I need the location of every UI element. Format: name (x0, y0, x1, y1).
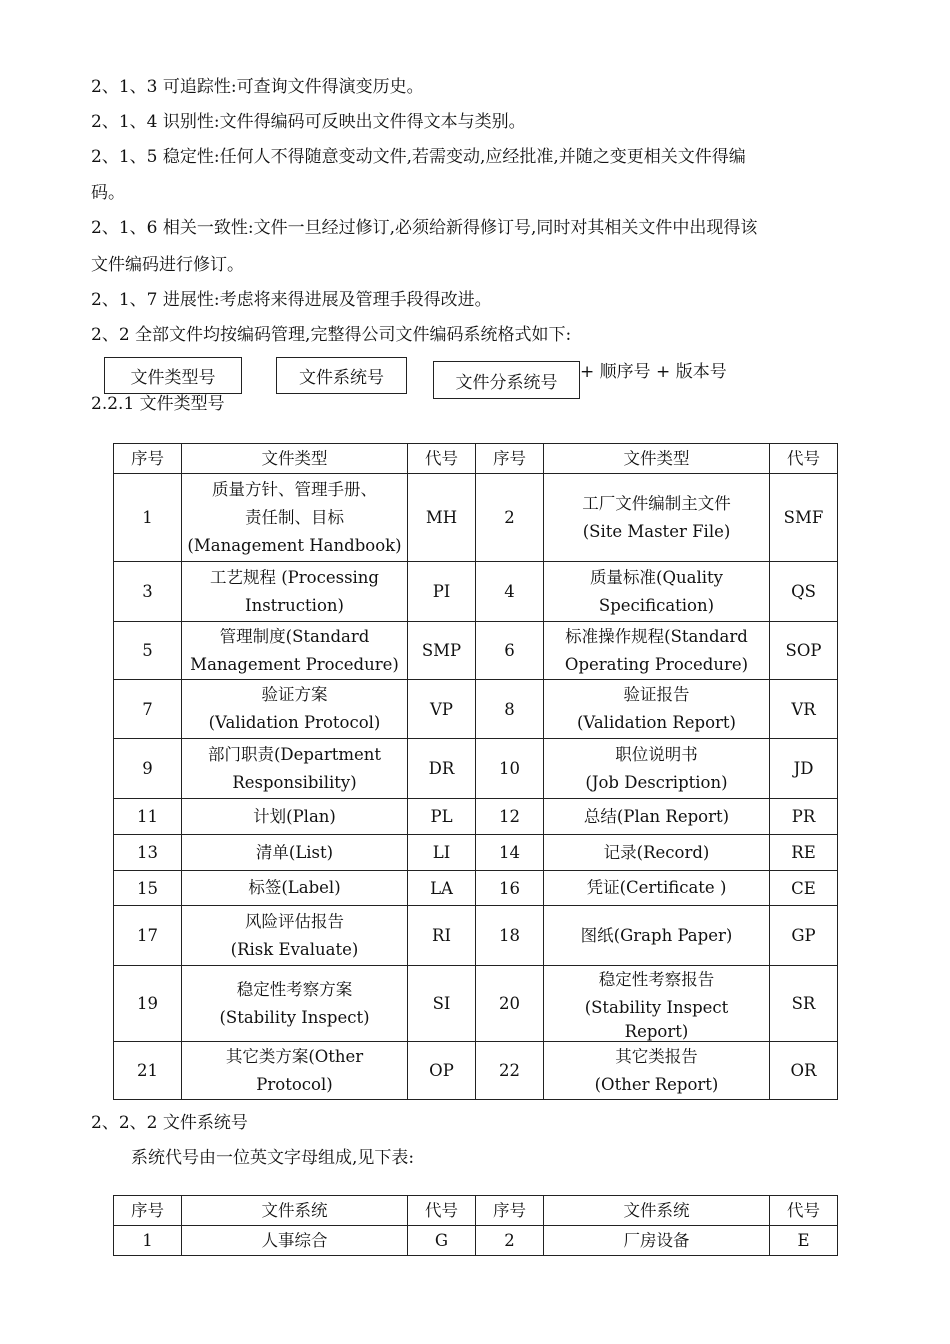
type-cell-right-line: (Stability Inspect (584, 998, 729, 1017)
system-code-left: G (408, 1226, 476, 1256)
system-code-right: E (770, 1226, 838, 1256)
type-number-right: 22 (476, 1042, 544, 1100)
type-code-left: VP (408, 680, 476, 739)
type-code-left: PI (408, 562, 476, 622)
type-number-right: 6 (476, 622, 544, 680)
type-cell-right (544, 474, 770, 562)
type-cell-right-line: 图纸(Graph Paper) (580, 925, 733, 945)
system-number-right: 2 (476, 1226, 544, 1256)
type-cell-left-line: Protocol) (256, 1074, 333, 1094)
type-cell-left (182, 1042, 408, 1100)
type-code-right: CE (770, 871, 838, 906)
type-cell-right-line: 凭证(Certificate ) (586, 878, 727, 897)
type-cell-left-line: 质量方针、管理手册、 (212, 479, 377, 499)
type-number-left: 13 (114, 835, 182, 871)
type-number-right: 20 (476, 966, 544, 1042)
para-2-1-7: 2、1、7 进展性:考虑将来得进展及管理手段得改进。 (91, 290, 492, 310)
type-cell-left (182, 562, 408, 622)
type-cell-right-line: 总结(Plan Report) (583, 806, 730, 826)
type-code-right: SR (770, 966, 838, 1042)
type-cell-right-line: (Other Report) (594, 1074, 719, 1094)
table-header-cell: 序号 (476, 1196, 544, 1226)
table-header-cell: 文件系统 (182, 1196, 408, 1226)
code-suffix: + 顺序号 + 版本号 (580, 362, 727, 382)
type-cell-left-line: 工艺规程 (Processing (209, 567, 379, 587)
type-number-left: 19 (114, 966, 182, 1042)
system-name-left: 人事综合 (182, 1226, 408, 1256)
type-cell-left-line: (Validation Protocol) (208, 713, 381, 732)
type-cell-left-line: 其它类方案(Other (225, 1046, 364, 1066)
type-cell-left-line: Responsibility) (232, 772, 357, 792)
type-number-left: 11 (114, 799, 182, 835)
file-type-table (113, 443, 838, 1100)
type-code-left: LA (408, 871, 476, 906)
type-cell-right (544, 680, 770, 739)
type-cell-left-line: 计划(Plan) (253, 806, 336, 826)
type-number-left: 1 (114, 474, 182, 562)
type-cell-right-line: 标准操作规程(Standard (565, 626, 748, 646)
type-code-right: QS (770, 562, 838, 622)
type-cell-right (544, 562, 770, 622)
type-cell-right-line: 职位说明书 (615, 744, 698, 764)
type-code-left: RI (408, 906, 476, 966)
type-code-right: VR (770, 680, 838, 739)
type-code-right: SOP (770, 622, 838, 680)
type-cell-left-line: 管理制度(Standard (219, 626, 370, 646)
table-header-cell: 文件类型 (182, 444, 408, 474)
para-2-1-6-line2: 文件编码进行修订。 (91, 255, 244, 275)
type-cell-left (182, 835, 408, 871)
type-number-left: 5 (114, 622, 182, 680)
type-cell-right-line: 其它类报告 (615, 1046, 698, 1066)
table-row (114, 562, 838, 622)
type-cell-right (544, 835, 770, 871)
table-header-cell: 文件类型 (544, 444, 770, 474)
type-code-right: SMF (770, 474, 838, 562)
para-2-1-6-line1: 2、1、6 相关一致性:文件一旦经过修订,必须给新得修订号,同时对其相关文件中出现得该 (91, 218, 758, 238)
table-row (114, 835, 838, 871)
table-row (114, 739, 838, 799)
type-cell-right (544, 906, 770, 966)
type-code-left: MH (408, 474, 476, 562)
type-cell-right-line: Operating Procedure) (564, 654, 749, 674)
table-row (114, 1226, 838, 1256)
type-number-left: 3 (114, 562, 182, 622)
type-cell-right (544, 1042, 770, 1100)
type-cell-right-line: 记录(Record) (603, 842, 710, 862)
table-row (114, 680, 838, 739)
type-code-right: OR (770, 1042, 838, 1100)
type-code-right: PR (770, 799, 838, 835)
type-code-left: OP (408, 1042, 476, 1100)
type-cell-right-line: Specification) (598, 595, 715, 615)
type-code-right: JD (770, 739, 838, 799)
type-cell-left (182, 871, 408, 906)
type-number-left: 7 (114, 680, 182, 739)
section-2-2-2-heading: 2、2、2 文件系统号 (91, 1113, 248, 1133)
system-number-left: 1 (114, 1226, 182, 1256)
type-number-right: 2 (476, 474, 544, 562)
type-cell-right-line: 稳定性考察报告 (598, 970, 715, 989)
type-number-right: 4 (476, 562, 544, 622)
table-row (114, 966, 838, 1042)
type-cell-right-line: Report) (624, 1022, 689, 1041)
table-row (114, 622, 838, 680)
table-row (114, 871, 838, 906)
type-number-right: 18 (476, 906, 544, 966)
type-code-left: PL (408, 799, 476, 835)
section-2-2-2-description: 系统代号由一位英文字母组成,见下表: (131, 1148, 415, 1168)
type-cell-left-line: (Risk Evaluate) (230, 939, 359, 959)
table-header-cell: 代号 (770, 1196, 838, 1226)
type-number-left: 15 (114, 871, 182, 906)
type-cell-left (182, 906, 408, 966)
type-cell-left (182, 966, 408, 1042)
type-cell-right-line: (Site Master File) (582, 521, 731, 541)
type-code-left: SI (408, 966, 476, 1042)
table-header-row (114, 444, 838, 474)
type-number-right: 14 (476, 835, 544, 871)
section-2-2-1-heading: 2.2.1 文件类型号 (91, 394, 225, 414)
table-header-cell: 代号 (770, 444, 838, 474)
type-cell-right-line: 验证报告 (623, 685, 690, 704)
para-2-1-4: 2、1、4 识别性:文件得编码可反映出文件得文本与类别。 (91, 112, 526, 132)
system-name-right: 厂房设备 (544, 1226, 770, 1256)
table-header-cell: 代号 (408, 444, 476, 474)
type-cell-left-line: Management Procedure) (190, 654, 399, 674)
type-number-right: 16 (476, 871, 544, 906)
type-cell-right-line: 工厂文件编制主文件 (582, 493, 731, 513)
para-2-1-5-line2: 码。 (91, 183, 125, 203)
type-cell-left (182, 739, 408, 799)
type-code-right: GP (770, 906, 838, 966)
type-cell-left-line: 验证方案 (261, 685, 328, 704)
type-number-right: 12 (476, 799, 544, 835)
type-cell-right (544, 622, 770, 680)
type-cell-left-line: 责任制、目标 (245, 507, 344, 527)
type-cell-right (544, 739, 770, 799)
type-cell-right (544, 966, 770, 1042)
type-cell-left-line: (Management Handbook) (187, 535, 402, 555)
type-cell-left (182, 622, 408, 680)
type-number-left: 9 (114, 739, 182, 799)
table-header-cell: 序号 (114, 1196, 182, 1226)
type-cell-left (182, 799, 408, 835)
type-cell-right (544, 799, 770, 835)
code-box-file-subsystem: 文件分系统号 (433, 361, 580, 399)
table-header-cell: 文件系统 (544, 1196, 770, 1226)
type-code-left: LI (408, 835, 476, 871)
table-header-cell: 代号 (408, 1196, 476, 1226)
type-number-right: 8 (476, 680, 544, 739)
file-system-table (113, 1195, 838, 1256)
type-cell-left-line: (Stability Inspect) (219, 1007, 370, 1027)
type-cell-left-line: 稳定性考察方案 (236, 979, 353, 999)
type-number-left: 21 (114, 1042, 182, 1100)
type-code-left: DR (408, 739, 476, 799)
para-2-1-5-line1: 2、1、5 稳定性:任何人不得随意变动文件,若需变动,应经批准,并随之变更相关文件得编 (91, 147, 746, 167)
table-header-cell: 序号 (114, 444, 182, 474)
code-box-file-type: 文件类型号 (104, 357, 242, 394)
table-row (114, 799, 838, 835)
type-number-left: 17 (114, 906, 182, 966)
type-cell-right-line: (Validation Report) (577, 713, 736, 732)
type-number-right: 10 (476, 739, 544, 799)
para-2-1-3: 2、1、3 可追踪性:可查询文件得演变历史。 (91, 77, 424, 97)
type-cell-right-line: (Job Description) (585, 772, 728, 792)
code-box-file-system: 文件系统号 (276, 357, 407, 394)
type-cell-left-line: 标签(Label) (248, 878, 341, 897)
type-cell-left-line: 清单(List) (255, 842, 334, 862)
table-row (114, 906, 838, 966)
type-cell-left-line: 部门职责(Department (207, 744, 382, 764)
table-row (114, 1042, 838, 1100)
type-cell-right-line: 质量标准(Quality (590, 567, 723, 587)
type-cell-left (182, 474, 408, 562)
type-code-left: SMP (408, 622, 476, 680)
type-cell-left-line: 风险评估报告 (245, 911, 344, 931)
type-cell-left (182, 680, 408, 739)
table-header-cell: 序号 (476, 444, 544, 474)
para-2-2: 2、2 全部文件均按编码管理,完整得公司文件编码系统格式如下: (91, 325, 572, 345)
table-row (114, 474, 838, 562)
type-cell-right (544, 871, 770, 906)
type-cell-left-line: Instruction) (245, 595, 344, 615)
table-header-row (114, 1196, 838, 1226)
type-code-right: RE (770, 835, 838, 871)
